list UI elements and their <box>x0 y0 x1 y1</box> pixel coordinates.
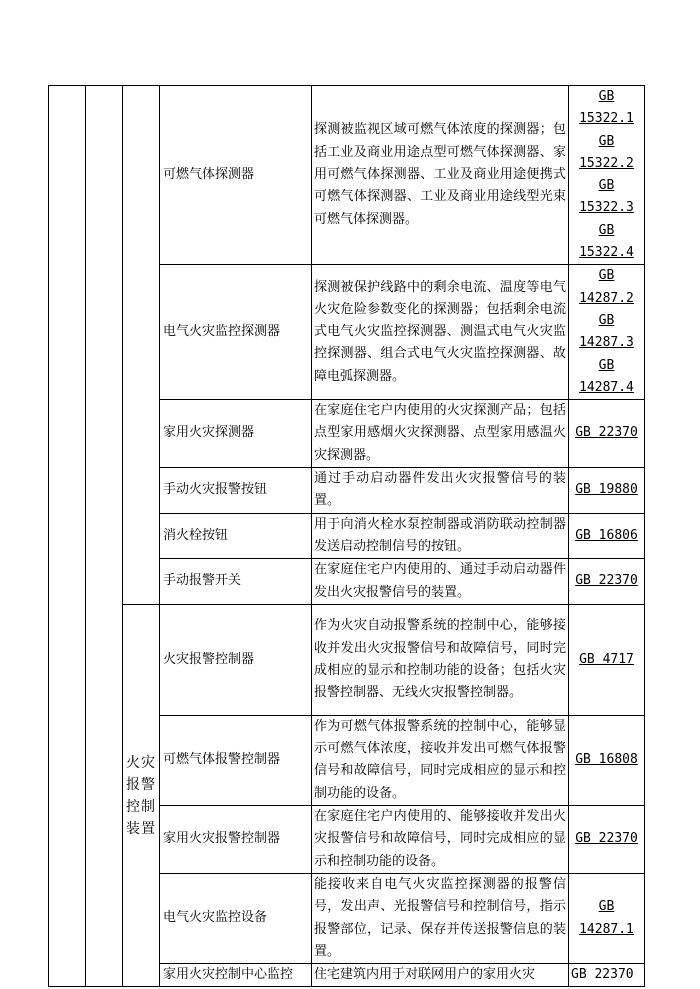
product-description: 通过手动启动器件发出火灾报警信号的装置。 <box>312 468 569 514</box>
standard-reference[interactable] <box>569 86 645 265</box>
product-standard-table <box>48 85 645 987</box>
group-label-line: 控制 <box>126 798 156 815</box>
product-description: 作为火灾自动报警系统的控制中心，能够接收并发出火灾报警信号和故障信号，同时完成相应的显示和控制功能的设备；包括火灾报警控制器、无线火灾报警控制器。 <box>312 604 569 715</box>
product-description: 住宅建筑内用于对联网用户的家用火灾 <box>312 964 569 987</box>
standard-reference[interactable] <box>569 873 645 963</box>
product-name: 家用火灾报警控制器 <box>160 806 312 874</box>
standard-line[interactable]: 15322.3 GB <box>579 200 634 238</box>
product-description: 探测被保护线路中的剩余电流、温度等电气火灾危险参数变化的探测器；包括剩余电流式电气火灾监控探测器、测温式电气火灾监控探测器、组合式电气火灾监控探测器、故障电弧探测器。 <box>312 265 569 400</box>
standard-line[interactable]: 14287.3 GB <box>579 335 634 373</box>
standard-reference[interactable] <box>569 468 645 514</box>
standard-line[interactable]: GB 22370 <box>575 831 638 847</box>
standard-reference[interactable] <box>569 806 645 874</box>
standard-line[interactable]: GB <box>598 312 615 328</box>
group-label-line: 报警 <box>126 776 156 793</box>
product-name: 手动火灾报警按钮 <box>160 468 312 514</box>
product-name: 可燃气体报警控制器 <box>160 715 312 805</box>
product-description: 作为可燃气体报警系统的控制中心，能够显示可燃气体浓度，接收并发出可燃气体报警信号和故障信号，同时完成相应的显示和控制功能的设备。 <box>312 715 569 805</box>
standard-line[interactable]: 15322.4 <box>579 245 634 261</box>
standard-reference[interactable] <box>569 715 645 805</box>
product-description: 在家庭住宅户内使用的、能够接收并发出火灾报警信号和故障信号，同时完成相应的显示和控制功能的设备。 <box>312 806 569 874</box>
standard-line[interactable]: GB 19880 <box>575 482 638 498</box>
group-label-line: 装置 <box>126 820 156 837</box>
standard-line[interactable]: GB 14287.1 <box>579 899 634 937</box>
blank-group-cell <box>123 86 160 605</box>
standard-reference[interactable] <box>569 513 645 559</box>
group-label-fire-alarm-control <box>123 604 160 987</box>
standard-line[interactable]: GB 14287.2 <box>579 268 634 306</box>
product-description: 探测被监视区域可燃气体浓度的探测器；包括工业及商业用途点型可燃气体探测器、家用可燃气体探测器、工业及商业用途便携式可燃气体探测器、工业及商业用途线型光束可燃气体探测器。 <box>312 86 569 265</box>
standard-reference[interactable] <box>569 400 645 468</box>
product-name: 火灾报警控制器 <box>160 604 312 715</box>
standard-line[interactable]: GB <box>598 133 615 149</box>
product-description: 在家庭住宅户内使用的、通过手动启动器件发出火灾报警信号的装置。 <box>312 559 569 605</box>
standard-line[interactable]: GB 16808 <box>575 752 638 768</box>
table-row <box>49 604 645 715</box>
blank-category-cell <box>49 86 86 987</box>
product-name: 家用火灾探测器 <box>160 400 312 468</box>
product-description: 能接收来自电气火灾监控探测器的报警信号，发出声、光报警信号和控制信号，指示报警部位，记录、保存并传送报警信息的装置。 <box>312 873 569 963</box>
standard-line[interactable]: GB 22370 <box>575 573 638 589</box>
product-name: 手动报警开关 <box>160 559 312 605</box>
product-name: 电气火灾监控设备 <box>160 873 312 963</box>
standard-line[interactable]: GB 16806 <box>575 527 638 543</box>
product-description: 用于向消火栓水泵控制器或消防联动控制器发送启动控制信号的按钮。 <box>312 513 569 559</box>
standard-line[interactable]: GB 15322.1 <box>579 89 634 127</box>
product-description: 在家庭住宅户内使用的火灾探测产品；包括点型家用感烟火灾探测器、点型家用感温火灾探测器。 <box>312 400 569 468</box>
table-row <box>49 86 645 265</box>
group-label-line: 火灾 <box>126 754 156 771</box>
standard-reference[interactable] <box>569 265 645 400</box>
standard-reference[interactable] <box>569 559 645 605</box>
blank-subcategory-cell <box>86 86 123 987</box>
standard-line[interactable]: 14287.4 <box>579 379 634 395</box>
standard-line[interactable]: 15322.2 GB <box>579 155 634 194</box>
product-name: 消火栓按钮 <box>160 513 312 559</box>
standard-line[interactable]: GB 22370 <box>575 425 638 441</box>
product-name: 家用火灾控制中心监控 <box>160 964 312 987</box>
product-name: 可燃气体探测器 <box>160 86 312 265</box>
standard-line[interactable]: GB 22370 <box>571 967 634 983</box>
standard-reference[interactable] <box>569 964 645 987</box>
standard-reference[interactable] <box>569 604 645 715</box>
standard-line[interactable]: GB 4717 <box>579 651 634 667</box>
product-name: 电气火灾监控探测器 <box>160 265 312 400</box>
